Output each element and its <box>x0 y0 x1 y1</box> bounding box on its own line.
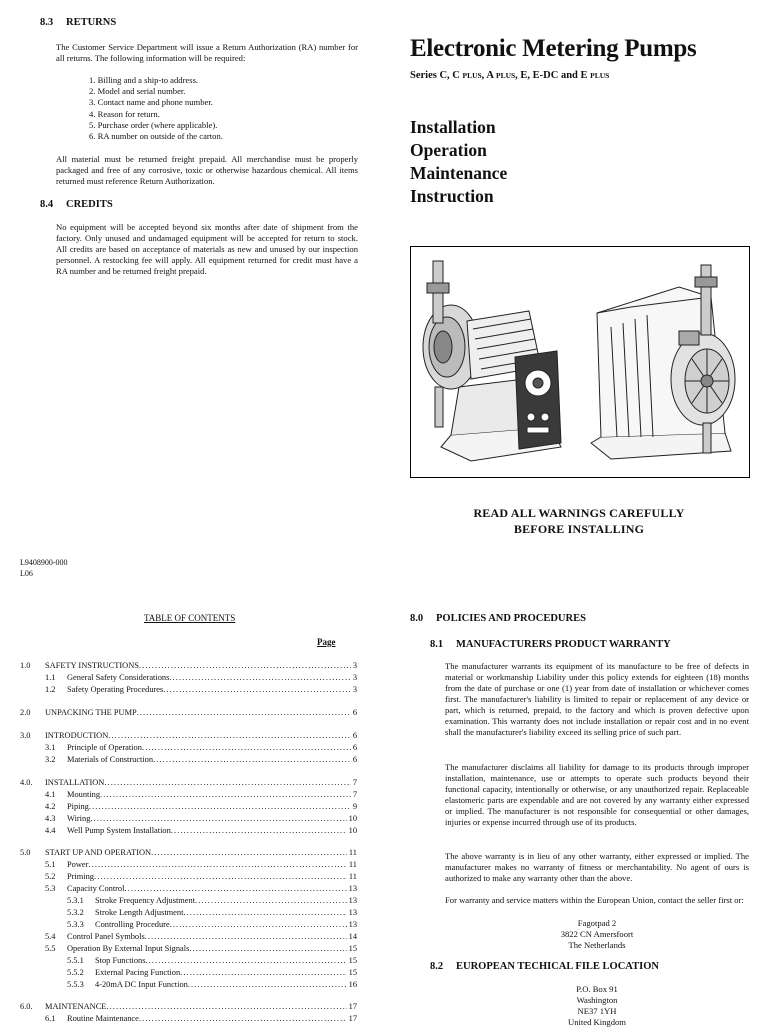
toc-leader-dots <box>146 955 347 966</box>
warranty-paragraph-4: For warranty and service matters within the European Union, contact the seller first or: <box>445 895 744 905</box>
toc-leader-dots <box>100 789 351 800</box>
toc-page-number: 7 <box>352 778 357 787</box>
toc-page-number: 14 <box>348 932 357 941</box>
toc-page-number: 13 <box>348 884 357 893</box>
toc-leader-dots <box>90 813 346 824</box>
ops-line: Instruction <box>410 186 494 206</box>
list-item: 5. Purchase order (where applicable). <box>89 119 218 130</box>
toc-page-number: 13 <box>348 896 357 905</box>
toc-row[interactable] <box>45 742 357 753</box>
toc-page-number: 15 <box>348 968 357 977</box>
toc-leader-dots <box>189 943 346 954</box>
toc-entry-title: Wiring <box>67 814 91 823</box>
toc-number: 1.1 <box>45 673 56 682</box>
toc-entry-title: Mounting <box>67 790 101 799</box>
toc-entry-title: INTRODUCTION <box>45 731 109 740</box>
toc-row[interactable] <box>20 777 357 788</box>
toc-entry-title: Stroke Length Adjustment <box>95 908 184 917</box>
toc-number: 1.2 <box>45 685 56 694</box>
toc-row[interactable] <box>45 789 357 800</box>
toc-entry-title: Capacity Control <box>67 884 125 893</box>
toc-page-number: 3 <box>352 661 357 670</box>
warranty-paragraph-2: The manufacturer disclaims all liability for damage to its products through improper installation, maintenance, use or attempts to operate such products beyond their functional capacity, intentionally or otherwise, or any unauthorized repair. Replaceable elastomeric parts are expendable and are not covered by any warranty either expressed or implied. The manufacturer is not responsible for consequential or other damages, injuries or expense incurred through use of its products. <box>445 762 749 827</box>
list-item: 4. Reason for return. <box>89 108 160 119</box>
eu-file-address: P.O. Box 91 Washington NE37 1YH United Kingdom <box>567 984 626 1027</box>
toc-entry-title: Stop Functions <box>95 956 146 965</box>
toc-number: 5.3.3 <box>67 920 84 929</box>
toc-row[interactable] <box>20 847 357 858</box>
toc-page-number: 9 <box>352 802 357 811</box>
toc-number: 5.0 <box>20 848 31 857</box>
toc-leader-dots <box>188 979 347 990</box>
warranty-paragraph-3: The above warranty is in lieu of any other warranty, either expressed or implied. The manufacturer makes no warranty of fitness or merchantability. No agent of ours is authorized to make any warranty other than the above. <box>445 851 749 883</box>
toc-leader-dots <box>89 801 351 812</box>
list-item: 1. Billing and a ship-to address. <box>89 75 199 85</box>
toc-entry-title: START UP AND OPERATION <box>45 848 152 857</box>
toc-leader-dots <box>163 684 351 695</box>
toc-page-number: 7 <box>352 790 357 799</box>
returns-note: All material must be returned freight prepaid. All merchandise must be properly packaged and free of any corrosive, toxic or otherwise hazardous chemical. All items returned must reference Return Authorization. <box>56 154 358 186</box>
toc-number: 4.0. <box>20 778 33 787</box>
toc-row[interactable] <box>67 967 357 978</box>
toc-page-number: 10 <box>348 814 357 823</box>
toc-leader-dots <box>180 967 346 978</box>
toc-leader-dots <box>195 895 347 906</box>
toc-entry-title: Safety Operating Procedures <box>67 685 164 694</box>
toc-number: 5.5.1 <box>67 956 84 965</box>
toc-page-number: 3 <box>352 673 357 682</box>
toc-row[interactable] <box>45 684 357 695</box>
toc-number: 5.3.2 <box>67 908 84 917</box>
toc-number: 3.2 <box>45 755 56 764</box>
toc-row[interactable] <box>45 801 357 812</box>
toc-row[interactable] <box>45 883 357 894</box>
cover-series: Series C, C PLUS, A PLUS, E, E-DC and E PLUS <box>410 70 610 81</box>
toc-number: 5.3 <box>45 884 56 893</box>
toc-page-number: 11 <box>348 848 357 857</box>
ops-line: Operation <box>410 140 487 160</box>
toc-row[interactable] <box>45 754 357 765</box>
toc-entry-title: External Pacing Function <box>95 968 181 977</box>
toc-number: 4.4 <box>45 826 56 835</box>
toc-leader-dots <box>170 919 347 930</box>
toc-row[interactable] <box>45 859 357 870</box>
toc-leader-dots <box>139 660 351 671</box>
toc-row[interactable] <box>45 943 357 954</box>
toc-leader-dots <box>139 1013 347 1024</box>
toc-leader-dots <box>104 777 350 788</box>
eu-contact-address: Fagotpad 2 3822 CN Amersfoort The Netherlands <box>560 918 634 950</box>
toc-row[interactable] <box>20 707 357 718</box>
toc-page-number: 11 <box>348 872 357 881</box>
toc-entry-title: Principle of Operation <box>67 743 142 752</box>
toc-leader-dots <box>151 847 347 858</box>
toc-page-number: 11 <box>348 860 357 869</box>
eu-file-heading: 8.2 EUROPEAN TECHICAL FILE LOCATION <box>430 961 659 972</box>
toc-leader-dots <box>171 825 347 836</box>
toc-row[interactable] <box>45 1013 357 1024</box>
toc-entry-title: Priming <box>67 872 94 881</box>
toc-entry-title: Operation By External Input Signals <box>67 944 190 953</box>
policies-heading: 8.0 POLICIES AND PROCEDURES <box>410 613 586 624</box>
toc-row[interactable] <box>20 660 357 671</box>
toc-number: 1.0 <box>20 661 31 670</box>
toc-page-number: 3 <box>352 685 357 694</box>
toc-page-number: 15 <box>348 956 357 965</box>
toc-row[interactable] <box>45 931 357 942</box>
toc-leader-dots <box>124 883 346 894</box>
toc-page-number: 6 <box>352 731 357 740</box>
toc-page-number: 15 <box>348 944 357 953</box>
toc-number: 6.0. <box>20 1002 33 1011</box>
toc-number: 4.2 <box>45 802 56 811</box>
toc-row[interactable] <box>20 1001 357 1012</box>
returns-heading: 8.3 RETURNS <box>40 17 117 28</box>
toc-entry-title: Piping <box>67 802 89 811</box>
toc-entry-title: SAFETY INSTRUCTIONS <box>45 661 139 670</box>
warranty-heading: 8.1 MANUFACTURERS PRODUCT WARRANTY <box>430 639 671 650</box>
credits-text: No equipment will be accepted beyond six months after date of shipment from the factory. Only unused and undamaged equipment will be accepted for return to stock. All credits are based on acceptance of materials as new and unused by our inspection personnel. A restocking fee will apply. All equipment returned for credit must have a RA number and be returned freight prepaid. <box>56 222 358 276</box>
returns-intro: The Customer Service Department will issue a Return Authorization (RA) number for all returns. The following information will be required: <box>56 42 358 63</box>
toc-number: 4.3 <box>45 814 56 823</box>
toc-row[interactable] <box>67 907 357 918</box>
credits-heading: 8.4 CREDITS <box>40 199 113 210</box>
warranty-paragraph-1: The manufacturer warrants its equipment of its manufacture to be free of defects in material or workmanship Liability under this policy extends for eighteen (18) months from the date of purchase or one (1) year from date of installation or whichever comes first. The manufacturer's liability is limited to repair or replacement of any device or part, which is returned, prepaid, to the factory and which is proven defective upon examination. This warranty does not include installation or repair cost and in no event shall the manufacturer's liability exceed its selling price of such part. <box>445 661 749 737</box>
toc-number: 5.5.3 <box>67 980 84 989</box>
toc-number: 5.2 <box>45 872 56 881</box>
toc-row[interactable] <box>67 919 357 930</box>
toc-page-number: 17 <box>348 1014 357 1023</box>
toc-leader-dots <box>137 707 351 718</box>
toc-entry-title: Stroke Frequency Adjustment <box>95 896 196 905</box>
toc-entry-title: Controlling Procedure <box>95 920 170 929</box>
toc-row[interactable] <box>67 979 357 990</box>
toc-entry-title: Power <box>67 860 89 869</box>
toc-leader-dots <box>142 742 351 753</box>
toc-leader-dots <box>108 730 351 741</box>
toc-entry-title: 4-20mA DC Input Function <box>95 980 188 989</box>
toc-leader-dots <box>88 859 347 870</box>
toc-leader-dots <box>183 907 346 918</box>
toc-row[interactable] <box>67 955 357 966</box>
toc-page-number: 16 <box>348 980 357 989</box>
toc-page-header: Page <box>317 637 336 647</box>
toc-number: 5.5 <box>45 944 56 953</box>
toc-leader-dots <box>145 931 347 942</box>
toc-entry-title: General Safety Considerations <box>67 673 170 682</box>
ops-line: Installation <box>410 117 496 137</box>
ops-line: Maintenance <box>410 163 508 183</box>
toc-row[interactable] <box>67 895 357 906</box>
toc-entry-title: Materials of Construction <box>67 755 154 764</box>
toc-row[interactable] <box>45 825 357 836</box>
toc-entry-title: MAINTENANCE <box>45 1002 107 1011</box>
toc-page-number: 6 <box>352 708 357 717</box>
toc-number: 5.4 <box>45 932 56 941</box>
toc-entry-title: INSTALLATION <box>45 778 105 787</box>
toc-number: 5.5.2 <box>67 968 84 977</box>
toc-page-number: 6 <box>352 755 357 764</box>
toc-number: 6.1 <box>45 1014 56 1023</box>
list-item: 6. RA number on outside of the carton. <box>89 131 223 142</box>
toc-number: 5.1 <box>45 860 56 869</box>
toc-page-number: 17 <box>348 1002 357 1011</box>
toc-leader-dots <box>106 1001 346 1012</box>
toc-leader-dots <box>94 871 347 882</box>
toc-entry-title: Well Pump System Installation <box>67 826 171 835</box>
toc-row[interactable] <box>20 730 357 741</box>
toc-page-number: 13 <box>348 920 357 929</box>
list-item: 2. Model and serial number. <box>89 86 186 97</box>
document-id: L9408900-000 L06 <box>20 558 68 578</box>
toc-number: 4.1 <box>45 790 56 799</box>
toc-page-number: 10 <box>348 826 357 835</box>
toc-leader-dots <box>153 754 351 765</box>
toc-page-number: 6 <box>352 743 357 752</box>
toc-number: 3.0 <box>20 731 31 740</box>
toc-title: TABLE OF CONTENTS <box>144 613 236 623</box>
toc-row[interactable] <box>45 871 357 882</box>
toc-number: 2.0 <box>20 708 31 717</box>
toc-leader-dots <box>169 672 350 683</box>
toc-entry-title: UNPACKING THE PUMP <box>45 708 137 717</box>
cover-title: Electronic Metering Pumps <box>410 35 697 62</box>
toc-number: 5.3.1 <box>67 896 84 905</box>
toc-page-number: 13 <box>348 908 357 917</box>
toc-entry-title: Control Panel Symbols <box>67 932 145 941</box>
toc-row[interactable] <box>45 813 357 824</box>
toc-number: 3.1 <box>45 743 56 752</box>
toc-entry-title: Routine Maintenance <box>67 1014 139 1023</box>
install-warning: READ ALL WARNINGS CAREFULLY BEFORE INSTALLING <box>473 506 685 536</box>
toc-row[interactable] <box>45 672 357 683</box>
list-item: 3. Contact name and phone number. <box>89 97 213 108</box>
